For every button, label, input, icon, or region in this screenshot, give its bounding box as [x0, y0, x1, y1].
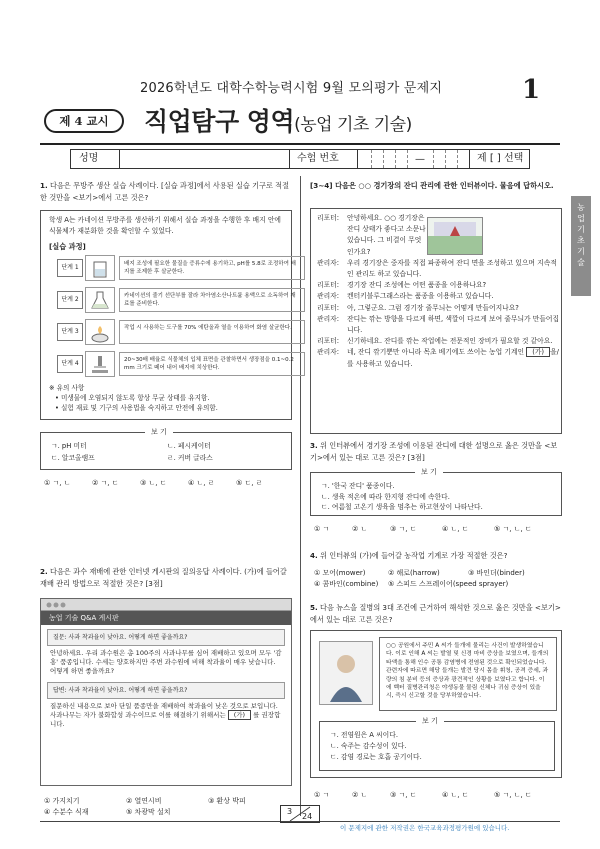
- speaker: 관리자:: [317, 292, 339, 301]
- q2-choices: [44, 796, 292, 818]
- page-total: 24: [302, 812, 313, 821]
- board-answer: [47, 699, 285, 732]
- step-1-text: 배지 조성에 필요한 물질을 증류수에 용기하고, pH를 5.8로 조정하여 배지를 조제한 후 살균한다.: [119, 256, 305, 280]
- board-answer-body: 질문하신 내용으로 보아 단일 품종만을 재배하여 착과율이 낮은 것으로 보입니다. 사과나무는 자가 불화합성 과수이므로 이를 해결하기 위해서는: [50, 702, 278, 720]
- speaker: 관리자:: [317, 348, 339, 357]
- board-answer-end: 를 권장합니다.: [50, 711, 281, 729]
- q1-bogi-item: ㄹ. 커버 글라스: [167, 453, 213, 462]
- q3-bogi-title: 보 기: [415, 467, 443, 477]
- q4-choices: [314, 568, 562, 590]
- flask-icon: [85, 287, 115, 313]
- interview-lines: [317, 213, 561, 370]
- question-3: [310, 440, 562, 463]
- q5-choice-4[interactable]: ④ ㄴ, ㄷ: [442, 791, 469, 799]
- name-label: 성명: [79, 153, 99, 164]
- line-text: [347, 347, 561, 369]
- q1-bogi-items: [51, 441, 283, 464]
- interview-blank: (가): [526, 347, 550, 357]
- q1-notes-title: ※ 유의 사항: [49, 384, 85, 392]
- subject-sub: (농업 기초 기술): [294, 115, 412, 135]
- q5-bogi-item: ㄱ. 전염원은 A 씨이다.: [330, 731, 398, 739]
- q1-step-2: [57, 287, 307, 315]
- q3-choices: [314, 524, 562, 534]
- q3-number: 3.: [310, 441, 318, 450]
- board-question-title: 질문: 사과 착과율이 낮아요. 어떻게 하면 좋을까요?: [47, 629, 285, 646]
- q5-choice-5[interactable]: ⑤ ㄱ, ㄴ, ㄷ: [494, 791, 532, 799]
- microscope-icon: [85, 351, 115, 377]
- subject-title: [144, 104, 412, 140]
- q2-number: 2.: [40, 567, 48, 576]
- news-anchor-image: [319, 641, 373, 705]
- interview-header: [3~4] 다음은 ○○ 경기장의 잔디 관리에 관한 인터뷰이다. 물음에 답하시오.: [310, 181, 554, 190]
- period-badge: 제 4 교시: [44, 109, 124, 133]
- q3-choice-4[interactable]: ④ ㄴ, ㄷ: [442, 525, 469, 533]
- q4-choice-2[interactable]: ② 해로(harrow): [388, 569, 440, 577]
- page-number: 1: [522, 75, 541, 105]
- step-1-label: 단계 1: [57, 259, 83, 277]
- q5-news-box: [310, 630, 562, 778]
- line-text: 켄터키블루그래스라는 품종을 이용하고 있습니다.: [347, 292, 494, 301]
- side-tab-text: 농업 기초 기술: [577, 203, 585, 267]
- q4-choice-4[interactable]: ④ 콤바인(combine): [314, 580, 379, 588]
- info-bar: [70, 149, 530, 169]
- q2-choice-4[interactable]: ④ 수분수 식재: [44, 808, 89, 816]
- q2-choice-1[interactable]: ① 가지치기: [44, 797, 80, 805]
- interview-box: [310, 208, 562, 434]
- q1-step-1: [57, 255, 307, 283]
- alcohol-lamp-icon: [85, 319, 115, 345]
- interview-line: [317, 258, 561, 280]
- q1-bogi-item: ㄴ. 페시케이터: [167, 442, 211, 450]
- exam-no-label: 수험 번호: [297, 153, 339, 164]
- browser-toolbar: [41, 599, 291, 611]
- q2-choice-2[interactable]: ② 열연시비: [126, 797, 162, 805]
- q5-bogi-item: ㄴ. 숙주는 감수성이 있다.: [330, 742, 407, 750]
- q3-stem: 위 인터뷰에서 경기장 조성에 이용된 잔디에 대한 설명으로 옳은 것만을 <보기>에서 있는 대로 고른 것은? [3점]: [310, 441, 558, 462]
- line-text: 안녕하세요. ○○ 경기장은 잔디 상태가 좋다고 소문나 있습니다. 그 비결이 무엇인가요?: [347, 214, 426, 256]
- board-title: 농업 기술 Q&A 게시판: [41, 611, 291, 625]
- line-text: 잔디는 깎는 방향을 다르게 하면, 색깔이 다르게 보여 줄무늬가 만들어집니다.: [347, 314, 560, 335]
- step-4-label: 단계 4: [57, 355, 83, 373]
- step-3-text: 작업 시 사용하는 도구를 70% 에탄올과 열을 이용하여 화염 살균한다.: [119, 320, 305, 344]
- step-3-label: 단계 3: [57, 323, 83, 341]
- q5-bogi-title: 보 기: [416, 716, 444, 726]
- q3-choice-5[interactable]: ⑤ ㄱ, ㄴ, ㄷ: [494, 525, 532, 533]
- q5-bogi-item: ㄷ. 감염 경로는 호흡 공기이다.: [330, 753, 422, 761]
- q1-note-1: • 미생물에 오염되지 않도록 항상 무균 상태를 유지함.: [55, 394, 210, 402]
- interview-line: [317, 303, 561, 314]
- interview-line: [317, 314, 561, 336]
- news-text: ○○ 공원에서 주민 A 씨가 들개에 물리는 사건이 발생하였습니다. 이로 인해 A 씨는 발열 및 신경 마비 증상을 보였으며, 들개의 타액을 통해 인수 공통 감염병에 전염된 것으로 확인되었습니다. 관련자에 따르면 해당 들개는 발견 당시 몸을 휘청, 공격 증세, 과량의 침 분비 등의 증상과 광견적인 상황을 보였다고 합니다. 이에 벡터 질병관리청은 야생동물 물림 신체나 귀심 증상이 있을 시, 즉시 신고할 것을 당부하였습니다.: [379, 637, 557, 711]
- q3-bogi-item: ㄴ. 생육 적온에 따라 한지형 잔디에 속한다.: [321, 492, 450, 501]
- q2-blank: (가): [228, 710, 251, 720]
- q1-choice-1[interactable]: ① ㄱ, ㄴ: [44, 479, 71, 487]
- q1-scenario-box: [40, 210, 296, 420]
- exam-no-dash: —: [415, 154, 425, 165]
- header-rule: [40, 143, 560, 145]
- page-current: 3: [287, 807, 293, 816]
- interview-line: [317, 213, 561, 258]
- choice-label: 제 [ ] 선택: [477, 153, 524, 164]
- q1-choice-3[interactable]: ③ ㄴ, ㄷ: [140, 479, 167, 487]
- q1-process-title: [실습 과정]: [49, 242, 86, 251]
- question-4: [310, 550, 562, 562]
- line-text: 신기하네요. 잔디를 깎는 작업에는 전문적인 장비가 필요할 것 같아요.: [347, 337, 553, 346]
- q5-choice-1[interactable]: ① ㄱ: [314, 791, 330, 799]
- q1-intro: 학생 A는 카네이션 무방주를 생산하기 위해서 실습 과정을 수행한 후 배지 안에 식물체가 재분화한 것을 확인할 수 있었다.: [49, 216, 281, 235]
- interview-line: [317, 280, 561, 291]
- q1-stem: 다음은 무방주 생산 실습 사례이다. [실습 과정]에서 사용된 실습 기구로 적절한 것만을 <보기>에서 고른 것은?: [40, 181, 290, 202]
- speaker: 리포터:: [317, 337, 339, 346]
- board-question-body: 안녕하세요. 우리 과수원은 총 100주의 사과나무를 심어 재배하고 있으며 모두 '감홍' 품종입니다. 수세는 양호하지만 주변 과수원에 비해 착과율이 매우 낮습니다. 어떻게 하면 좋을까요?: [50, 649, 282, 676]
- copyright-notice: 이 문제지에 관한 저작권은 한국교육과정평가원에 있습니다.: [340, 824, 510, 832]
- q2-stem: 다음은 과수 재배에 관한 인터넷 게시판의 질의응답 사례이다. (가)에 들어갈 재배 관리 방법으로 적절한 것은? [3점]: [40, 567, 287, 588]
- q1-bogi-title: 보 기: [145, 427, 173, 437]
- q3-choice-3[interactable]: ③ ㄱ, ㄷ: [390, 525, 417, 533]
- q5-bogi-items: [330, 730, 546, 763]
- speaker: 리포터:: [317, 303, 339, 312]
- q1-choices: [44, 478, 292, 488]
- q1-choice-2[interactable]: ② ㄱ, ㄷ: [92, 479, 119, 487]
- q3-bogi-item: ㄷ. 여름철 고온기 생육을 멈추는 하고현상이 나타난다.: [321, 503, 483, 511]
- q4-stem: 위 인터뷰의 (가)에 들어갈 농작업 기계로 가장 적절한 것은?: [320, 551, 508, 560]
- q1-number: 1.: [40, 181, 48, 190]
- line-text: 아, 그렇군요. 그럼 경기장 줄무늬는 어떻게 만들어지나요?: [347, 303, 519, 312]
- q4-choice-3[interactable]: ③ 바인더(binder): [468, 569, 525, 577]
- q1-choice-4[interactable]: ④ ㄴ, ㄹ: [188, 479, 215, 487]
- q1-bogi-box: [40, 428, 292, 470]
- step-2-label: 단계 2: [57, 291, 83, 309]
- q4-number: 4.: [310, 551, 318, 560]
- speaker: 관리자:: [317, 258, 339, 267]
- q5-bogi-box: [319, 717, 555, 771]
- page-fraction: [280, 805, 320, 823]
- board-answer-title: 답변: 사과 착과율이 낮아요. 어떻게 하면 좋을까요?: [47, 682, 285, 699]
- interview-line: [317, 347, 561, 369]
- q1-bogi-item: ㄱ. pH 미터: [51, 442, 87, 450]
- q2-choice-5[interactable]: ⑤ 차광막 설치: [126, 808, 171, 816]
- subject-side-tab: [571, 196, 591, 296]
- line-text: 경기장 잔디 조성에는 어떤 품종을 이용하나요?: [347, 281, 487, 290]
- q3-bogi-box: [310, 468, 562, 516]
- interview-line: [317, 291, 561, 302]
- q5-choice-3[interactable]: ③ ㄱ, ㄷ: [390, 791, 417, 799]
- q2-choice-3[interactable]: ③ 환상 박피: [208, 797, 246, 805]
- q5-choice-2[interactable]: ② ㄴ: [352, 791, 368, 799]
- q3-bogi-items: [321, 481, 553, 513]
- q1-choice-5[interactable]: ⑤ ㄷ, ㄹ: [236, 479, 263, 487]
- question-2: [40, 566, 292, 589]
- q3-choice-2[interactable]: ② ㄴ: [352, 525, 368, 533]
- line-text-main: 네, 잔디 깎기뿐만 아니라 목초 베기에도 쓰이는 농업 기계인: [347, 348, 525, 357]
- speaker: 리포터:: [317, 281, 339, 290]
- q4-choice-5[interactable]: ⑤ 스피드 스프레이어(speed sprayer): [388, 580, 509, 588]
- q1-notes: [49, 383, 218, 413]
- q4-choice-1[interactable]: ① 모어(mower): [314, 569, 366, 577]
- q5-number: 5.: [310, 603, 318, 612]
- q5-stem: 다음 뉴스을 질병의 3대 조건에 근거하여 해석한 것으로 옳은 것만을 <보기>에서 있는 대로 고른 것은?: [310, 603, 561, 624]
- interview-line: [317, 336, 561, 347]
- q1-step-4: [57, 351, 307, 379]
- exam-title: 2026학년도 대학수학능력시험 9월 모의평가 문제지: [140, 81, 443, 96]
- line-text-end: 을/를 사용하고 있습니다.: [347, 348, 559, 368]
- question-1: [40, 180, 292, 203]
- subject-main: 직업탐구 영역: [144, 107, 295, 136]
- q5-choices: [314, 790, 562, 800]
- q3-choice-1[interactable]: ① ㄱ: [314, 525, 330, 533]
- q2-board-window: [40, 598, 292, 786]
- step-4-text: 20~30배 배율로 식물체의 입체 표면을 관찰하면서 생장점을 0.1~0.2 mm 크기로 떼어 내어 배지에 치상한다.: [119, 352, 305, 376]
- line-text: 우리 경기장은 중자를 직접 파종하여 잔디 면을 조성하고 있으며 지속적인 관리도 하고 있습니다.: [347, 258, 557, 279]
- q1-step-3: [57, 319, 307, 347]
- q1-bogi-item: ㄷ. 알코올램프: [51, 453, 95, 462]
- speaker: 리포터:: [317, 214, 339, 222]
- question-5: [310, 602, 562, 625]
- beaker-icon: [85, 255, 115, 281]
- step-2-text: 카네이션의 줄기 선단부를 잘라 차아염소산나트륨 용액으로 소독하여 재료를 준비한다.: [119, 288, 305, 312]
- q3-bogi-item: ㄱ. '한국 잔디' 품종이다.: [321, 482, 395, 490]
- q1-note-2: • 실험 재료 및 기구의 사용법을 숙지하고 안전에 유의함.: [55, 404, 218, 412]
- speaker: 관리자:: [317, 314, 339, 323]
